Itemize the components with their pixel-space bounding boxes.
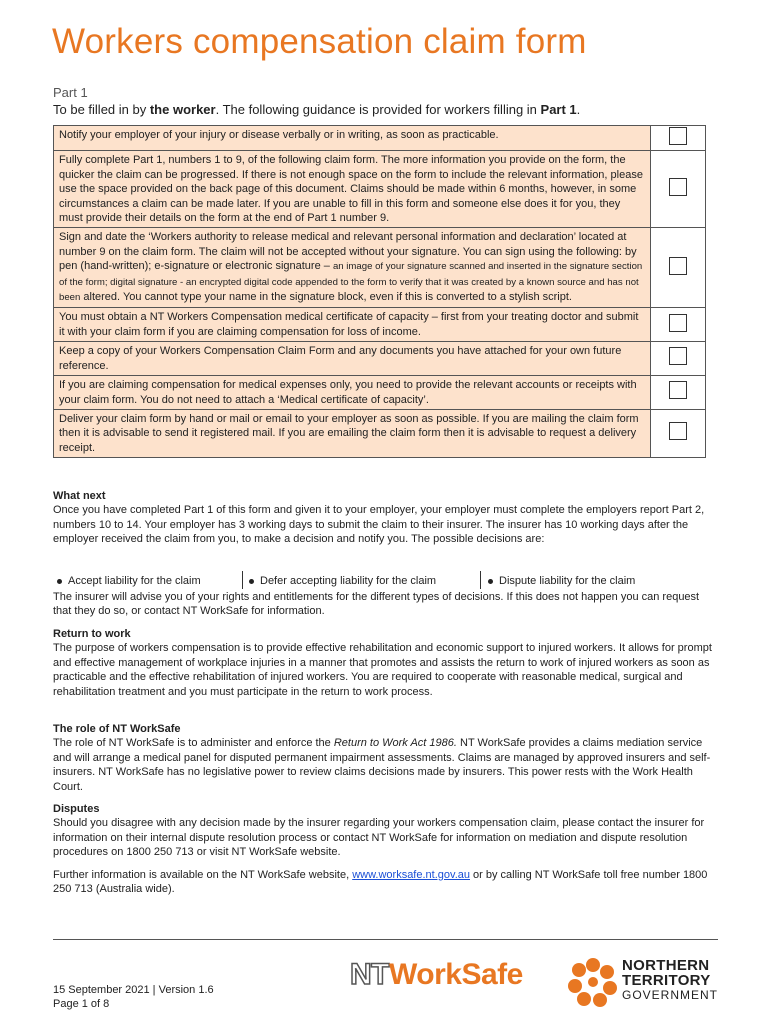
checklist-row (54, 126, 706, 151)
task-checkbox[interactable] (669, 127, 687, 145)
part-label: Part 1 (53, 85, 88, 100)
role-heading: The role of NT WorkSafe (53, 723, 181, 735)
role-body: The role of NT WorkSafe is to administer and enforce the Return to Work Act 1986. NT WorkSafe provides a claims mediation service and will arrange a medical panel for disputed permanent impairment assessments. Claims are managed by approved insurers and self-insurers. NT WorkSafe has no legislative power to review claims decisions made by insurers. This power rests with the Work Health Court. (53, 737, 711, 793)
disputes-section (53, 802, 718, 860)
checklist-row (54, 228, 706, 308)
task-checkbox[interactable] (669, 257, 687, 275)
task-text: You must obtain a NT Workers Compensation medical certificate of capacity – first from your treating doctor and submit it with your claim form if you are claiming compensation for loss of income. (54, 308, 651, 342)
task-checkbox[interactable] (669, 347, 687, 365)
disputes-heading: Disputes (53, 803, 100, 815)
task-text: Fully complete Part 1, numbers 1 to 9, of the following claim form. The more information you provide on the form, the quicker the claim can be progressed. If there is not enough space on the form to include the relevant information, please use the space provided on the back page of this document. Claims should be made within 6 months, however, in some circumstances a claim can be made later. If you are unable to fill in this form and someone else does it for you, they must provide their details on the form at the end of Part 1 number 9. (54, 151, 651, 228)
checklist-table (53, 125, 706, 458)
decision-item: Accept liability for the claim (57, 575, 201, 587)
divider (480, 571, 481, 589)
task-text: Notify your employer of your injury or disease verbally or in writing, as soon as practicable. (54, 126, 651, 151)
task-text: Keep a copy of your Workers Compensation Claim Form and any documents you have attached for your own future reference. (54, 342, 651, 376)
task-checkbox[interactable] (669, 422, 687, 440)
version-text: 15 September 2021 | Version 1.6 (53, 984, 214, 996)
task-checkbox[interactable] (669, 381, 687, 399)
checklist-row (54, 151, 706, 228)
decision-after: The insurer will advise you of your rights and entitlements for the different types of decisions. If this does not happen you can request that they do so, or contact NT WorkSafe for information. (53, 591, 700, 618)
task-text: If you are claiming compensation for medical expenses only, you need to provide the relevant accounts or receipts with your claim form. You do not need to attach a ‘Medical certificate of capacity’. (54, 376, 651, 410)
task-checkbox[interactable] (669, 178, 687, 196)
checklist-row (54, 308, 706, 342)
role-section (53, 722, 718, 794)
nt-worksafe-logo: NTWorkSafe (350, 958, 523, 991)
footer-divider (53, 939, 718, 940)
intro-text: To be filled in by the worker. The following guidance is provided for workers filling in Part 1. (53, 102, 581, 117)
worksafe-link[interactable]: www.worksafe.nt.gov.au (352, 869, 470, 881)
return-to-work-body: The purpose of workers compensation is to provide effective rehabilitation and economic support to injured workers. It allows for prompt and effective management of workplace injuries in a manner that promotes and assists the return to work of injured workers as soon as practicable and the effective rehabilitation of injured workers. You are required to cooperate with reasonable medical, surgical and rehabilitation treatment and you must participate in the return to work process. (53, 642, 712, 698)
task-checkbox[interactable] (669, 314, 687, 332)
checklist-row (54, 376, 706, 410)
what-next-body: Once you have completed Part 1 of this form and given it to your employer, your employer must complete the employers report Part 2, numbers 10 to 14. Your employer has 3 working days to submit the claim to their insurer. The insurer has 10 working days after the employer received the claim from you, to make a decision and notify you. The possible decisions are: (53, 504, 705, 546)
page-number: Page 1 of 8 (53, 998, 110, 1011)
page-title: Workers compensation claim form (52, 22, 587, 61)
nt-government-wordmark: NORTHERN TERRITORY GOVERNMENT (622, 957, 719, 1002)
decision-item: Defer accepting liability for the claim (249, 575, 436, 587)
checklist-row (54, 342, 706, 376)
checklist-row (54, 409, 706, 457)
return-to-work-section (53, 627, 718, 699)
what-next-heading: What next (53, 490, 106, 502)
task-text: Sign and date the ‘Workers authority to release medical and relevant personal information and declaration’ located at number 9 on the claim form. The claim will not be accepted without your signature. You can sign using the following: by pen (hand-written); e-signature or electronic signature – an image of your signature scanned and inserted in the signature section of the form; digital signature - an encrypted digital code appended to the form to verify that it was created by a known source and has not been altered. You cannot type your name in the signature block, even if this is converted to a stylish script. (54, 228, 651, 308)
decision-item: Dispute liability for the claim (488, 575, 635, 587)
task-text: Deliver your claim form by hand or mail or email to your employer as soon as possible. If you are mailing the claim form then it is advisable to send it registered mail. If you are emailing the claim form then it is advisable to request a delivery receipt. (54, 409, 651, 457)
return-to-work-heading: Return to work (53, 628, 131, 640)
further-info: Further information is available on the NT WorkSafe website, www.worksafe.nt.gov.au or by calling NT WorkSafe toll free number 1800 250 713 (Australia wide). (53, 869, 708, 896)
what-next-section (53, 489, 718, 547)
disputes-body: Should you disagree with any decision made by the insurer regarding your workers compensation claim, please contact the insurer for information on their internal dispute resolution process or contact NT WorkSafe for information on mediation and dispute resolution procedures on 1800 250 713 or visit NT WorkSafe website. (53, 817, 705, 859)
divider (242, 571, 243, 589)
footer (53, 983, 214, 1012)
